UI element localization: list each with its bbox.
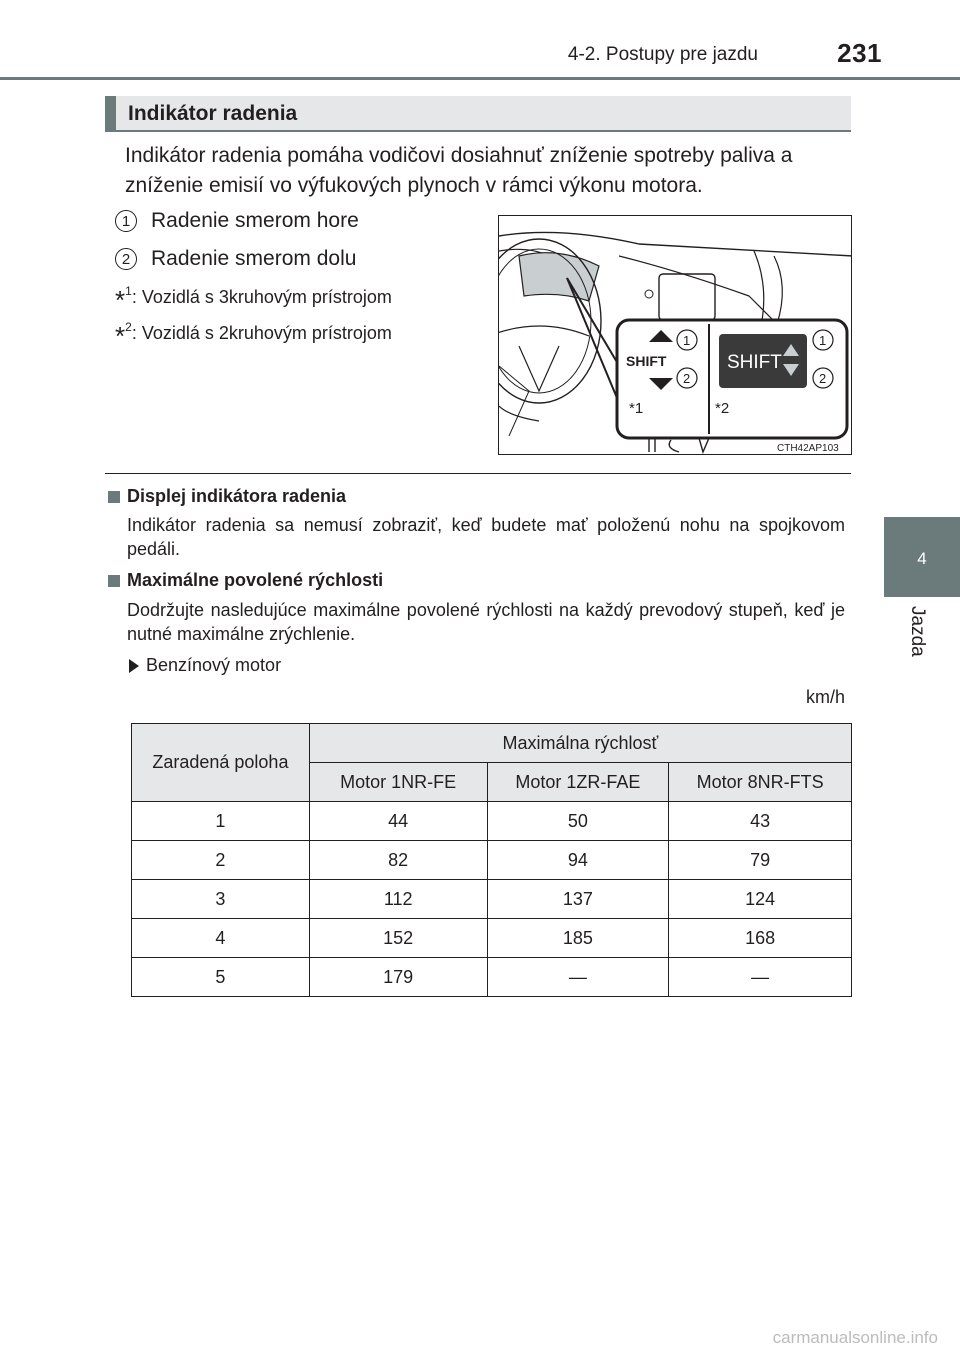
note-mark-1: *1 [629,400,644,417]
table-cell: 124 [669,880,852,919]
table-cell: — [487,958,669,997]
table-cell: 3 [132,880,310,919]
table-row [132,919,852,958]
table-cell: 44 [309,802,487,841]
table-cell: 112 [309,880,487,919]
intro-paragraph: Indikátor radenia pomáha vodičovi dosiahnuť zníženie spotreby paliva a zníženie emisií vo výfukových plynoch v rámci výkonu motora. [125,144,793,197]
header-engine: Motor 1NR-FE [309,763,487,802]
header-rule [0,77,960,80]
chapter-tab-number: 4 [917,549,927,568]
display-paragraph: Indikátor radenia sa nemusí zobraziť, keď budete mať položenú nohu na spojkovom pedáli. [127,515,845,559]
legend-label: Radenie smerom hore [151,209,359,232]
square-bullet-icon [108,575,120,587]
callout-2-left: 2 [683,371,691,386]
section-title-bar [105,96,851,132]
page-number: 231 [837,38,882,68]
note-sup: 1 [125,284,132,298]
note-text: : Vozidlá s 3kruhovým prístrojom [131,287,392,307]
note-sup: 2 [125,320,132,334]
triangle-bullet-icon [129,659,139,673]
note-3-dial [115,284,392,316]
table-cell: — [669,958,852,997]
table-cell: 82 [309,841,487,880]
table-cell: 2 [132,841,310,880]
table-row [132,958,852,997]
callout-number: 2 [115,248,137,270]
legend-item-downshift [115,247,356,271]
callout-number: 1 [115,210,137,232]
table-cell: 94 [487,841,669,880]
shift-label-3dial: SHIFT [626,353,667,369]
chapter-tab-label: Jazda [907,606,928,657]
page-header [0,0,960,82]
table-row [132,802,852,841]
table-cell: 179 [309,958,487,997]
display-heading-text: Displej indikátora radenia [127,486,347,506]
dashboard-illustration [498,215,852,455]
engine-type-item [129,655,281,676]
table-row [132,841,852,880]
table-cell: 185 [487,919,669,958]
max-speed-table [131,723,852,997]
callout-2-right: 2 [819,371,827,386]
legend-item-upshift [115,209,359,233]
watermark: carmanualsonline.info [772,1328,938,1347]
display-heading [108,486,346,507]
table-cell: 168 [669,919,852,958]
table-cell: 43 [669,802,852,841]
speed-paragraph: Dodržujte nasledujúce maximálne povolené rýchlosti na každý prevodový stupeň, keď je nutné maximálne zrýchlenie. [127,600,845,644]
table-cell: 50 [487,802,669,841]
table-cell: 137 [487,880,669,919]
table-cell: 152 [309,919,487,958]
note-mark-2: *2 [715,400,730,417]
figure-code: CTH42AP103 [777,443,839,454]
table-cell: 1 [132,802,310,841]
callout-1-left: 1 [683,333,691,348]
header-engine: Motor 8NR-FTS [669,763,852,802]
note-text: : Vozidlá s 2kruhovým prístrojom [131,323,392,343]
callout-1-right: 1 [819,333,827,348]
speed-heading [108,570,383,591]
table-header-row [132,724,852,763]
shift-label-2dial: SHIFT [727,352,782,373]
legend-label: Radenie smerom dolu [151,247,357,270]
engine-type-label: Benzínový motor [146,655,282,675]
table-cell: 79 [669,841,852,880]
header-max-speed: Maximálna rýchlosť [309,724,851,763]
speed-heading-text: Maximálne povolené rýchlosti [127,570,384,590]
chapter-section: 4-2. Postupy pre jazdu [567,44,758,65]
asterisk-mark: * [115,321,126,351]
speed-unit: km/h [805,687,845,707]
dashboard-svg [499,216,852,455]
header-gear: Zaradená poloha [132,724,310,802]
asterisk-mark: * [115,285,126,315]
square-bullet-icon [108,491,120,503]
table-cell: 5 [132,958,310,997]
table-row [132,880,852,919]
note-2-dial [115,320,392,352]
section-divider [105,473,851,474]
table-cell: 4 [132,919,310,958]
section-title: Indikátor radenia [128,102,298,125]
header-engine: Motor 1ZR-FAE [487,763,669,802]
chapter-tab[interactable] [884,517,960,597]
